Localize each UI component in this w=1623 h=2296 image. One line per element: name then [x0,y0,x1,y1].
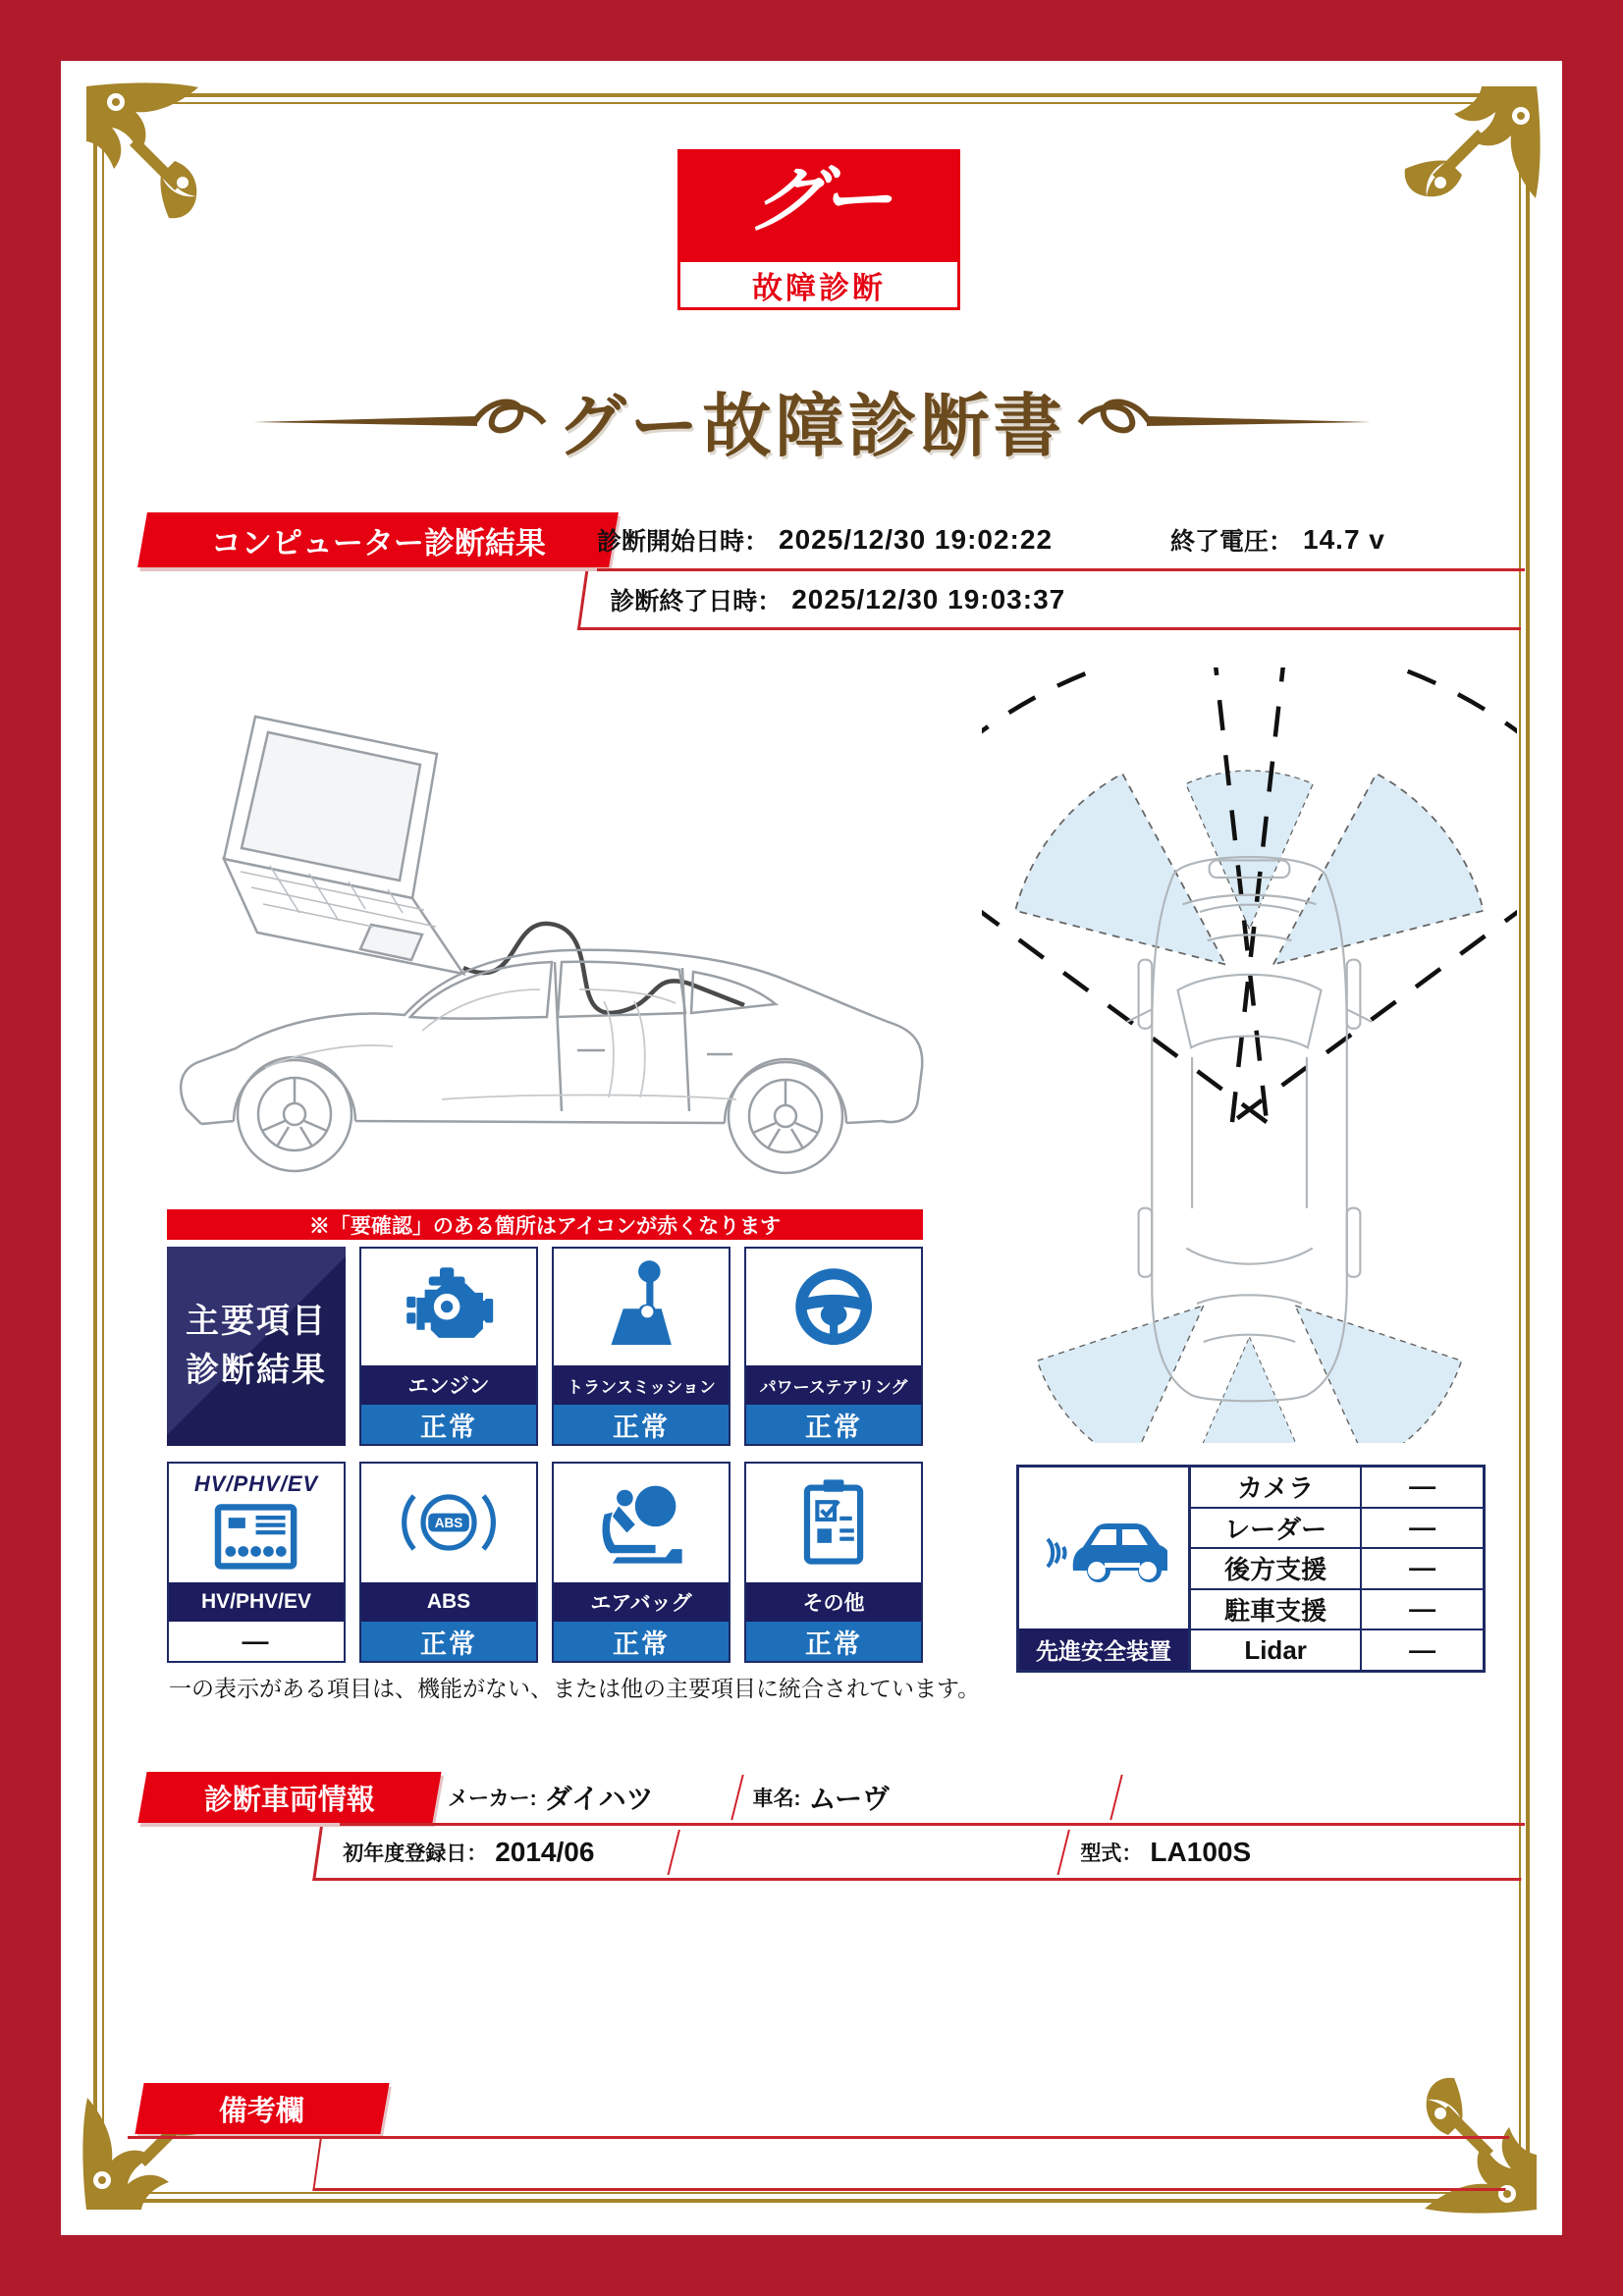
hv-label: HV/PHV/EV [169,1582,344,1622]
other-cell [744,1462,923,1663]
remarks-line-2 [312,2139,1512,2191]
vehicle-row-1 [340,1772,1525,1826]
engine-label: エンジン [361,1365,536,1405]
diagnosis-end-row [577,571,1529,630]
safety-row-lidar [1191,1630,1483,1670]
grid-footnote: 一の表示がある項目は、機能がない、または他の主要項目に統合されています。 [169,1676,981,1701]
first-registration-label: 初年度登録日： [343,1842,488,1865]
sensor-coverage-top-view-illustration [982,667,1517,1443]
safety-rows [1191,1468,1483,1670]
transmission-label: トランスミッション [554,1365,729,1405]
vehicle-info-section [98,1772,1525,1888]
model-code-value: LA100S [1150,1837,1252,1867]
abs-icon [398,1471,500,1574]
safety-row-name: Lidar [1191,1630,1362,1670]
goo-logo-mark: グー [677,149,960,259]
title-flourish-left-icon [253,390,548,453]
safety-row-name: 後方支援 [1191,1549,1362,1588]
safety-row-radar [1191,1509,1483,1550]
advanced-safety-table [1016,1465,1486,1673]
safety-row-name: 駐車支援 [1191,1590,1362,1629]
end-voltage-value: 14.7 v [1303,523,1385,555]
airbag-label: エアバッグ [554,1582,729,1622]
field-divider [731,1775,744,1820]
safety-row-value: — [1409,1594,1436,1625]
abs-cell [359,1462,538,1663]
other-status: 正常 [746,1622,921,1661]
page-title: グー故障診断書 [557,388,1066,464]
maker-value: ダイハツ [544,1784,654,1814]
svg-text:ABS: ABS [434,1516,463,1531]
power-steering-label: パワーステアリング [746,1365,921,1405]
steering-wheel-icon [784,1256,884,1357]
power-steering-status: 正常 [746,1405,921,1444]
maker-label: メーカー: [448,1788,537,1810]
vehicle-row-2 [312,1827,1529,1881]
car-name-value: ムーヴ [808,1784,891,1814]
end-datetime-label: 診断終了日時： [610,587,783,615]
transmission-cell [552,1247,730,1446]
diagnosis-start-row [597,510,1525,571]
hv-unit-icon [203,1501,308,1575]
grid-header-line1: 主要項目 [186,1303,327,1341]
grid-header-line2: 診断結果 [186,1351,327,1389]
check-required-notice-bar [167,1209,923,1240]
safety-row-value: — [1409,1471,1436,1502]
corner-ornament-icon [1395,80,1542,228]
airbag-icon [590,1471,692,1574]
airbag-status: 正常 [554,1622,729,1661]
laptop-car-diagnosis-illustration [108,677,938,1188]
hv-phv-ev-cell [167,1462,346,1663]
grid-header-cell [167,1247,346,1446]
goo-logo [677,149,960,310]
main-diagnosis-grid [167,1247,923,1663]
safety-car-icon [1040,1494,1167,1602]
transmission-icon [591,1256,691,1357]
report-title-row [0,371,1623,470]
computer-diagnosis-header: コンピューター診断結果 [137,512,619,567]
goo-logo-caption: 故障診断 [677,259,960,310]
safety-row-rear-support [1191,1549,1483,1590]
field-divider [1109,1775,1122,1820]
airbag-cell [552,1462,730,1663]
safety-row-value: — [1409,1512,1436,1542]
model-code-label: 型式： [1080,1842,1143,1865]
engine-cell [359,1247,538,1446]
field-divider [1057,1830,1070,1875]
safety-row-value: — [1409,1634,1436,1665]
start-datetime-label: 診断開始日時： [597,527,770,556]
transmission-status: 正常 [554,1405,729,1444]
end-datetime-value: 2025/12/30 19:03:37 [791,583,1066,614]
vehicle-info-header: 診断車両情報 [137,1772,441,1823]
power-steering-cell [744,1247,923,1446]
first-registration-value: 2014/06 [495,1837,595,1867]
safety-row-name: カメラ [1191,1468,1362,1507]
title-flourish-right-icon [1076,390,1371,453]
abs-status: 正常 [361,1622,536,1661]
computer-diagnosis-section [98,510,1525,638]
hv-caption: HV/PHV/EV [193,1471,319,1496]
engine-status: 正常 [361,1405,536,1444]
safety-row-value: — [1409,1553,1436,1583]
remarks-header: 備考欄 [135,2083,389,2134]
corner-ornament-icon [81,80,228,228]
notice-text: ※「要確認」のある箇所はアイコンが赤くなります [308,1214,782,1238]
safety-icon-cell [1019,1468,1191,1670]
hv-status: — [169,1622,344,1661]
abs-label: ABS [361,1582,536,1622]
clipboard-check-icon [783,1471,885,1574]
other-label: その他 [746,1582,921,1622]
end-voltage-label: 終了電圧： [1170,527,1294,556]
remarks-section [98,2081,1517,2191]
car-name-label: 車名: [752,1788,801,1810]
start-datetime-value: 2025/12/30 19:02:22 [779,523,1054,555]
field-divider [668,1830,680,1875]
engine-icon [399,1256,499,1357]
safety-row-camera [1191,1468,1483,1509]
safety-row-parking-support [1191,1590,1483,1631]
safety-label: 先進安全装置 [1019,1629,1188,1670]
safety-row-name: レーダー [1191,1509,1362,1548]
